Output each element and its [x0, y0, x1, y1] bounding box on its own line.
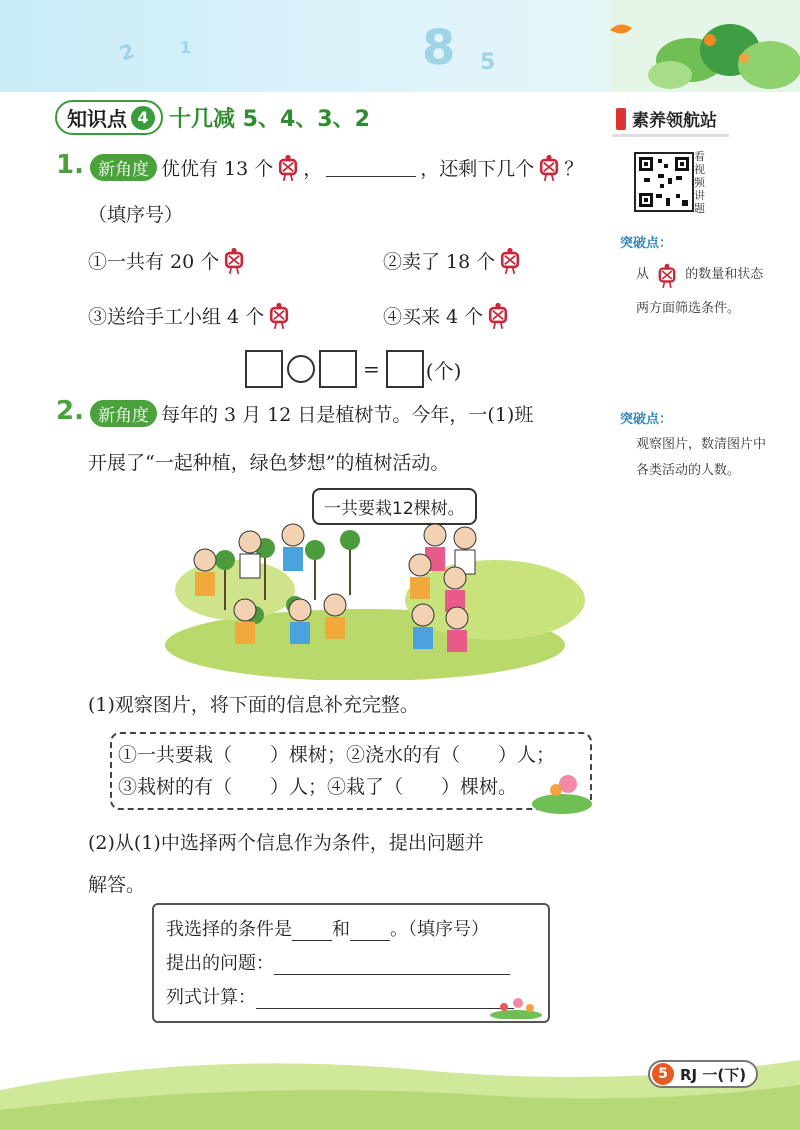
q1-hint: （填序号）	[88, 204, 184, 226]
deco-digit: 8	[422, 20, 456, 76]
sidebar-tip-1	[636, 258, 766, 326]
equation-template	[245, 350, 461, 388]
q1-option-2	[383, 245, 525, 275]
info-box	[110, 732, 592, 810]
q2-part2-line1: (2)从(1)中选择两个信息作为条件，提出问题并	[88, 832, 484, 854]
q1-stem-b: ，	[303, 157, 323, 180]
qr-code-icon[interactable]	[634, 152, 694, 212]
info-line-2[interactable]: ③栽树的有（ ）人；④栽了（ ）棵树。	[118, 776, 518, 798]
equals-sign: =	[363, 357, 380, 381]
result-box[interactable]	[386, 350, 424, 388]
q1-stem-a: 优优有 13 个	[161, 157, 274, 180]
and-label: 和	[332, 919, 350, 940]
tip1-rest: 的数量和状态两方面筛选条件。	[636, 267, 764, 316]
number-box[interactable]	[245, 350, 283, 388]
sidebar-title	[612, 103, 729, 137]
choose-label: 我选择的条件是	[166, 919, 292, 940]
calc-label: 列式计算：	[166, 987, 256, 1008]
qr-caption: 看视频讲题	[694, 150, 705, 215]
info-line-1[interactable]: ①一共要栽（ ）棵树；②浇水的有（ ）人；	[118, 744, 556, 766]
flower-decoration-icon	[488, 997, 544, 1019]
condition-blank-2[interactable]	[350, 922, 390, 941]
question-row	[166, 949, 510, 975]
answer-blank[interactable]	[326, 158, 416, 177]
q1-option-4	[383, 300, 513, 330]
question-number: 1.	[56, 150, 84, 180]
deco-digit: 1	[180, 38, 192, 57]
number-box[interactable]	[319, 350, 357, 388]
question-number: 2.	[56, 396, 84, 426]
section-title	[55, 100, 370, 135]
q2-part2-line2: 解答。	[88, 874, 146, 896]
edition-label: RJ 一(下)	[680, 1065, 747, 1084]
option-text: ②卖了 18 个	[383, 250, 496, 273]
breakpoint-label: 突破点：	[620, 236, 673, 251]
option-text: ①一共有 20 个	[88, 250, 220, 273]
q2-part1: (1)观察图片，将下面的信息补充完整。	[88, 694, 419, 716]
chinese-knot-icon	[221, 245, 247, 275]
q1-option-3	[88, 300, 294, 330]
option-text: ③送给手工小组 4 个	[88, 305, 265, 328]
deco-digit: 2	[116, 38, 138, 66]
q2-stem-line1	[90, 400, 533, 427]
chinese-knot-icon	[266, 300, 292, 330]
question-label: 提出的问题：	[166, 953, 274, 974]
leaves-decoration	[610, 0, 800, 92]
new-angle-tag: 新角度	[90, 154, 157, 181]
calc-row	[166, 983, 514, 1009]
q1-stem-c: ，还剩下几个	[420, 157, 535, 180]
speech-bubble: 一共要栽12棵树。	[312, 488, 477, 525]
tree-planting-illustration	[165, 520, 585, 680]
plant-decoration-icon	[530, 768, 594, 814]
tip1-start: 从	[636, 267, 650, 282]
new-angle-tag: 新角度	[90, 400, 157, 427]
q1-stem	[90, 152, 583, 182]
deco-digit: 5	[480, 50, 496, 75]
operator-circle[interactable]	[287, 355, 315, 383]
kp-label: 知识点	[67, 107, 127, 131]
q1-stem-d: ？	[564, 157, 584, 180]
chinese-knot-icon	[485, 300, 511, 330]
knowledge-point-badge	[55, 100, 163, 135]
q2-stem-text: 每年的 3 月 12 日是植树节。今年，一(1)班	[161, 404, 534, 426]
choose-conditions-row	[166, 915, 489, 941]
option-text: ④买来 4 个	[383, 305, 484, 328]
condition-blank-1[interactable]	[292, 922, 332, 941]
sidebar-title-text: 素养领航站	[632, 111, 717, 131]
fill-hint: 。（填序号）	[390, 919, 489, 940]
section-heading: 十几减 5、4、3、2	[169, 107, 370, 132]
chinese-knot-icon	[655, 261, 679, 289]
chinese-knot-icon	[275, 152, 301, 182]
answer-box	[152, 903, 550, 1023]
chinese-knot-icon	[536, 152, 562, 182]
question-blank[interactable]	[274, 956, 510, 975]
page-number: 5	[652, 1063, 674, 1085]
page-indicator	[648, 1060, 758, 1088]
breakpoint-label: 突破点：	[620, 412, 673, 427]
q1-option-1	[88, 245, 249, 275]
kp-number: 4	[131, 106, 155, 130]
flag-icon	[616, 108, 626, 130]
q2-stem-line2: 开展了“一起种植，绿色梦想”的植树活动。	[88, 452, 450, 474]
calc-blank[interactable]	[256, 990, 514, 1009]
unit-label: (个)	[425, 358, 462, 383]
chinese-knot-icon	[497, 245, 523, 275]
sidebar-tip-2: 观察图片，数清图片中各类活动的人数。	[636, 437, 767, 478]
